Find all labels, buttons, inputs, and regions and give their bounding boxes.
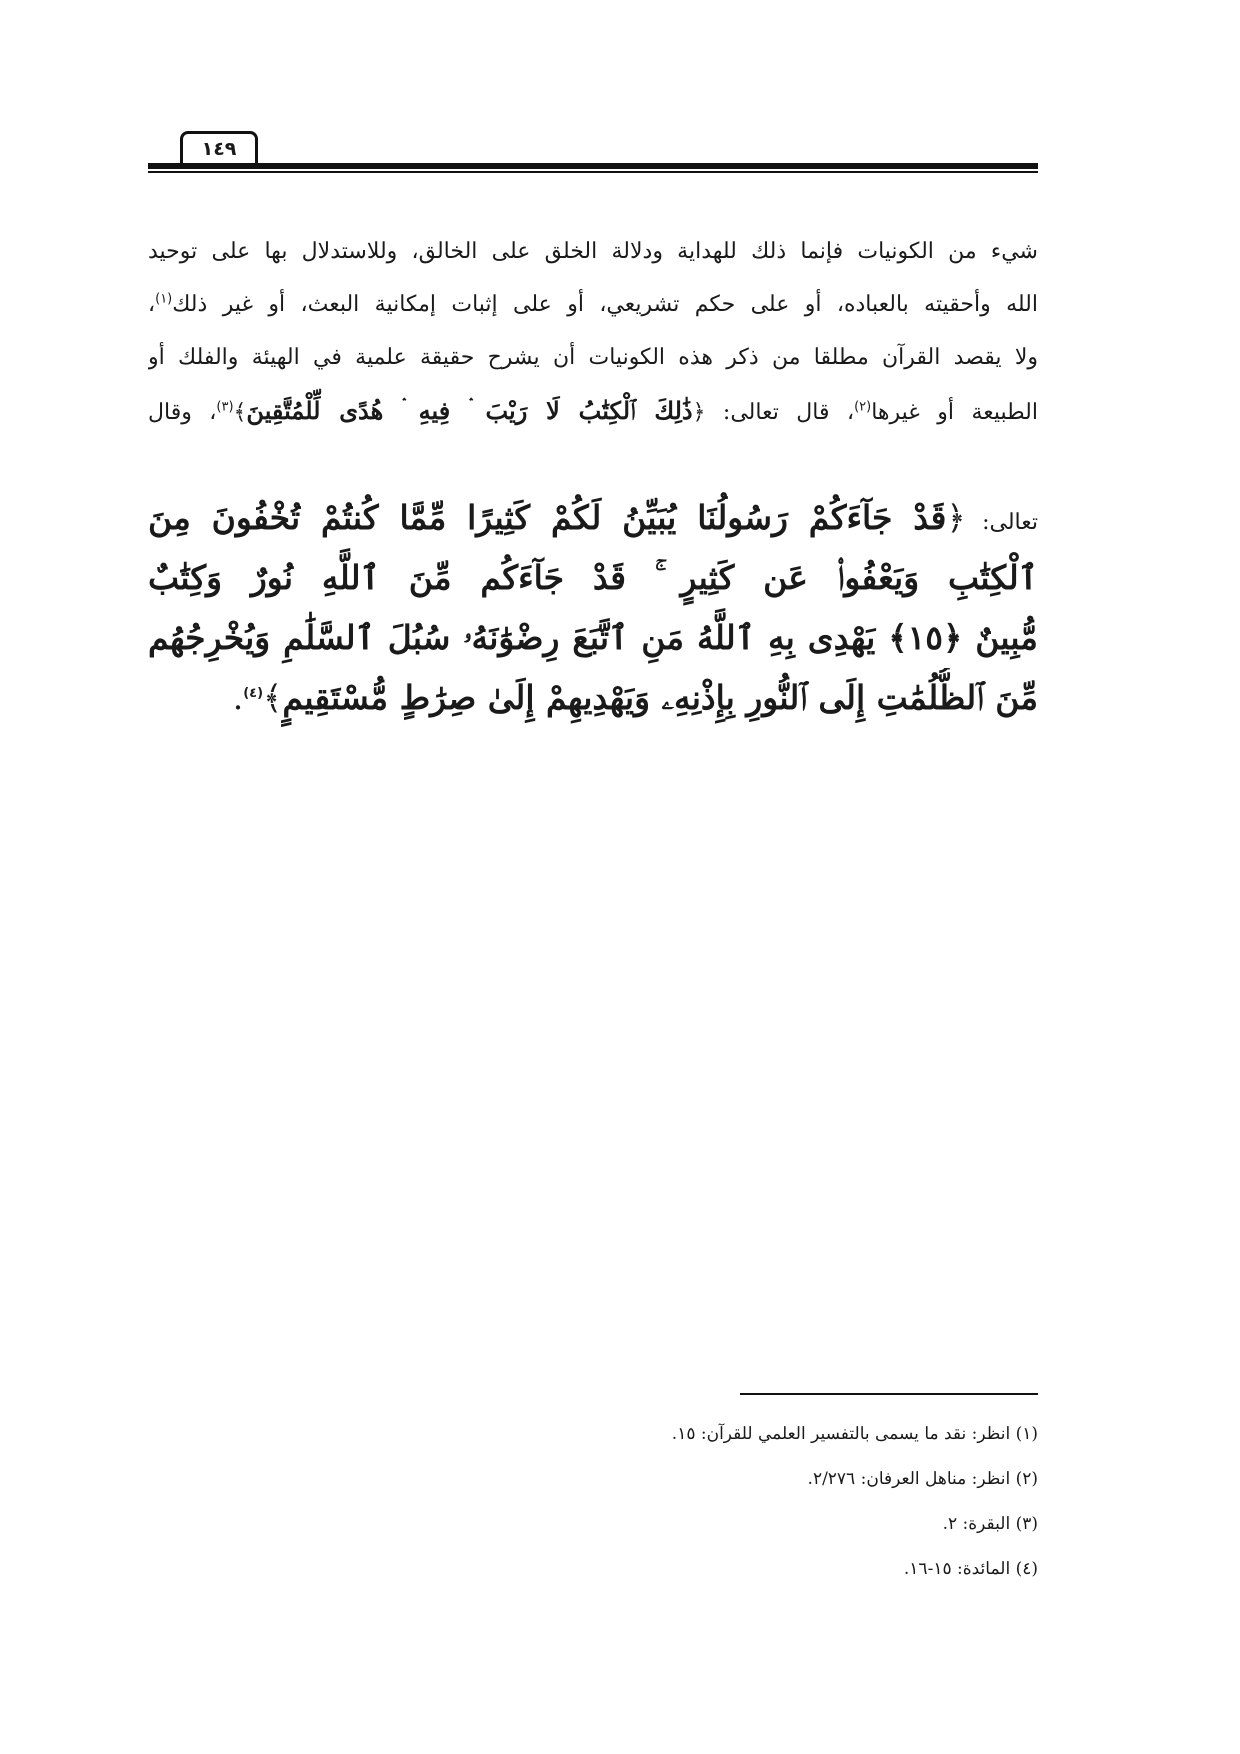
footnote-separator (740, 1393, 1038, 1395)
body-paragraph (148, 225, 1038, 437)
paragraph-line-4 (148, 384, 1038, 437)
paragraph-line-4-end: ، وقال (148, 400, 217, 425)
footnote-ref-4[interactable]: (٤) (243, 686, 264, 701)
footnote-ref-1[interactable]: (١) (155, 291, 173, 307)
paragraph-line-4-mid: ، قال تعالى: (705, 400, 855, 425)
paragraph-line-2-text: الله وأحقيته بالعباده، أو على حكم تشريعي، أو على إثبات إمكانية البعث، أو غير ذلك (172, 292, 1038, 317)
quran-line-1 (148, 488, 1038, 548)
header-rule (148, 163, 1038, 169)
paragraph-line-2 (148, 278, 1038, 331)
quran-line-1-text: قَدْ جَآءَكُمْ رَسُولُنَا يُبَيِّنُ لَكُمْ كَثِيرًا مِّمَّا كُنتُمْ تُخْفُونَ مِنَ (148, 498, 947, 537)
footnote-2: (٢) انظر: مناهل العرفان: ٢/٢٧٦. (807, 1469, 1038, 1489)
inline-verse: ذَٰلِكَ ٱلْكِتَٰبُ لَا رَيْبَ ۛ فِيهِ ۛ هُدًى لِّلْمُتَّقِينَ (246, 396, 693, 425)
verse-open-bracket: ﴿ (692, 400, 706, 425)
quran-close-bracket: ﴾ (263, 678, 283, 717)
footnote-3: (٣) البقرة: ٢. (942, 1514, 1038, 1534)
paragraph-line-2-end: ، (148, 292, 156, 317)
paragraph-line-4-text: الطبيعة أو غيرها (871, 400, 1038, 425)
footnote-1: (١) انظر: نقد ما يسمى بالتفسير العلمي للقرآن: ١٥. (671, 1424, 1038, 1444)
footnote-4: (٤) المائدة: ١٥-١٦. (903, 1559, 1038, 1579)
footnote-ref-2[interactable]: (٢) (854, 399, 872, 415)
paragraph-line-1: شيء من الكونيات فإنما ذلك للهداية ودلالة الخلق على الخالق، وللاستدلال بها على توحيد (148, 239, 1038, 264)
quran-line-2: ٱلْكِتَٰبِ وَيَعْفُوا۟ عَن كَثِيرٍ ۚ قَدْ جَآءَكُم مِّنَ ٱللَّهِ نُورٌ وَكِتَٰبٌ (148, 558, 1038, 597)
footnotes (148, 1412, 1038, 1592)
quran-line-4-end: . (232, 678, 244, 717)
quran-intro: تعالى: (965, 510, 1038, 535)
quran-open-bracket: ﴿ (946, 498, 966, 537)
quran-line-3: مُّبِينٌ ﴿١٥﴾ يَهْدِى بِهِ ٱللَّهُ مَنِ ٱتَّبَعَ رِضْوَٰنَهُۥ سُبُلَ ٱلسَّلَٰمِ وَيُخْرِجُهُم (148, 618, 1038, 657)
paragraph-line-3: ولا يقصد القرآن مطلقا من ذكر هذه الكونيات أن يشرح حقيقة علمية في الهيئة والفلك أو (148, 345, 1038, 370)
quran-verse-block (148, 488, 1038, 728)
quran-line-4 (148, 668, 1038, 728)
verse-close-bracket: ﴾ (233, 400, 247, 425)
page-number: ١٤٩ (180, 131, 258, 164)
header-rule-thin (148, 171, 1038, 173)
footnote-ref-3[interactable]: (٣) (216, 399, 234, 415)
quran-line-4-text: مِّنَ ٱلظُّلُمَٰتِ إِلَى ٱلنُّورِ بِإِذْنِهِۦ وَيَهْدِيهِمْ إِلَىٰ صِرَٰطٍ مُّسْتَقِيمٍ (282, 678, 1038, 717)
